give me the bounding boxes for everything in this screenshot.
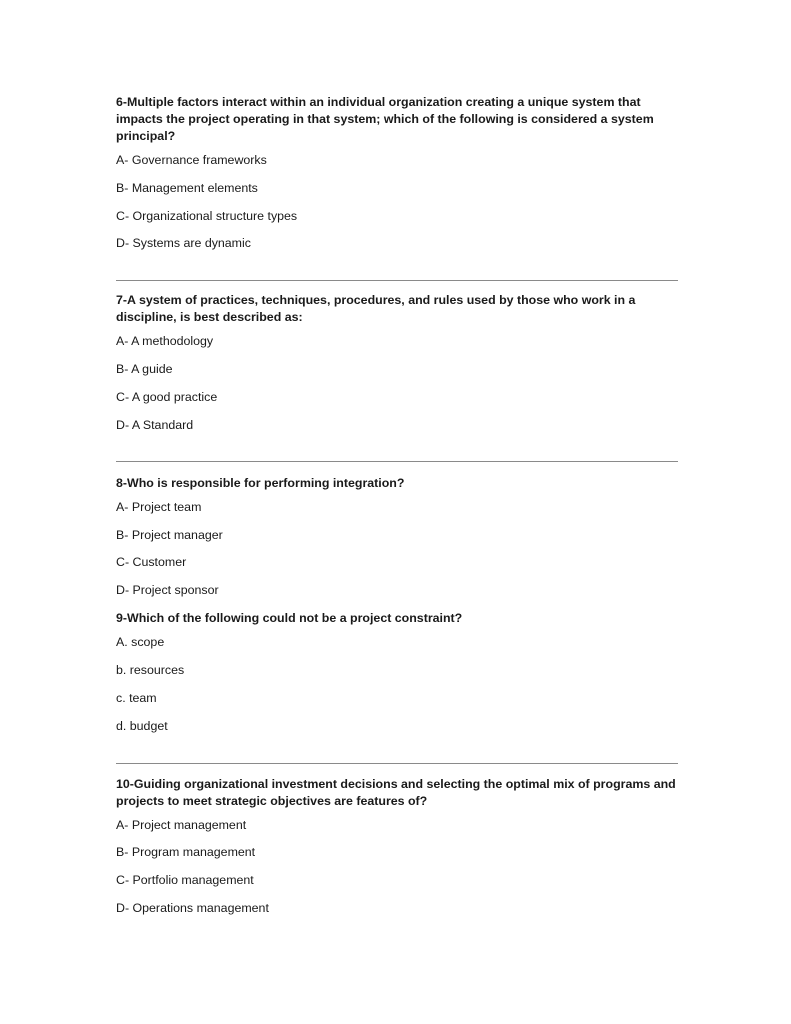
answer-option-c: C- Customer — [116, 555, 187, 570]
question-block-10 — [116, 776, 678, 917]
answer-option-d: d. budget — [116, 718, 168, 733]
answer-option-a: A- Project management — [116, 817, 247, 832]
document-page — [116, 94, 678, 917]
answer-option-a: A. scope — [116, 635, 165, 650]
answer-option-d: D- A Standard — [116, 417, 194, 432]
question-text: 7-A system of practices, techniques, procedures, and rules used by those who work in a discipline, is best described as: — [116, 293, 636, 325]
answer-option-a: A- A methodology — [116, 334, 214, 349]
question-text: 10-Guiding organizational investment decisions and selecting the optimal mix of programs and projects to meet strategic objectives are features of? — [116, 776, 676, 808]
question-block-8 — [116, 475, 678, 599]
answer-option-b: b. resources — [116, 662, 185, 677]
divider — [116, 763, 678, 764]
answer-option-b: B- Project manager — [116, 527, 223, 542]
answer-option-c: C- Portfolio management — [116, 873, 254, 888]
answer-option-d: D- Project sponsor — [116, 583, 219, 598]
question-text: 8-Who is responsible for performing integration? — [116, 475, 405, 490]
answer-option-a: A- Project team — [116, 499, 202, 514]
divider — [116, 280, 678, 281]
answer-option-d: D- Operations management — [116, 900, 269, 915]
answer-option-b: B- A guide — [116, 362, 173, 377]
answer-option-c: c. team — [116, 690, 157, 705]
question-text: 6-Multiple factors interact within an individual organization creating a unique system that impacts the project operating in that system; which of the following is considered a system principal? — [116, 95, 654, 143]
answer-option-d: D- Systems are dynamic — [116, 236, 251, 251]
question-block-7 — [116, 292, 678, 433]
question-block-6 — [116, 94, 678, 252]
answer-option-c: C- A good practice — [116, 389, 218, 404]
answer-option-b: B- Program management — [116, 845, 256, 860]
answer-option-c: C- Organizational structure types — [116, 208, 298, 223]
question-text: 9-Which of the following could not be a project constraint? — [116, 611, 463, 626]
answer-option-a: A- Governance frameworks — [116, 153, 267, 167]
answer-option-b: B- Management elements — [116, 180, 258, 195]
divider — [116, 461, 678, 462]
question-block-9 — [116, 610, 678, 734]
